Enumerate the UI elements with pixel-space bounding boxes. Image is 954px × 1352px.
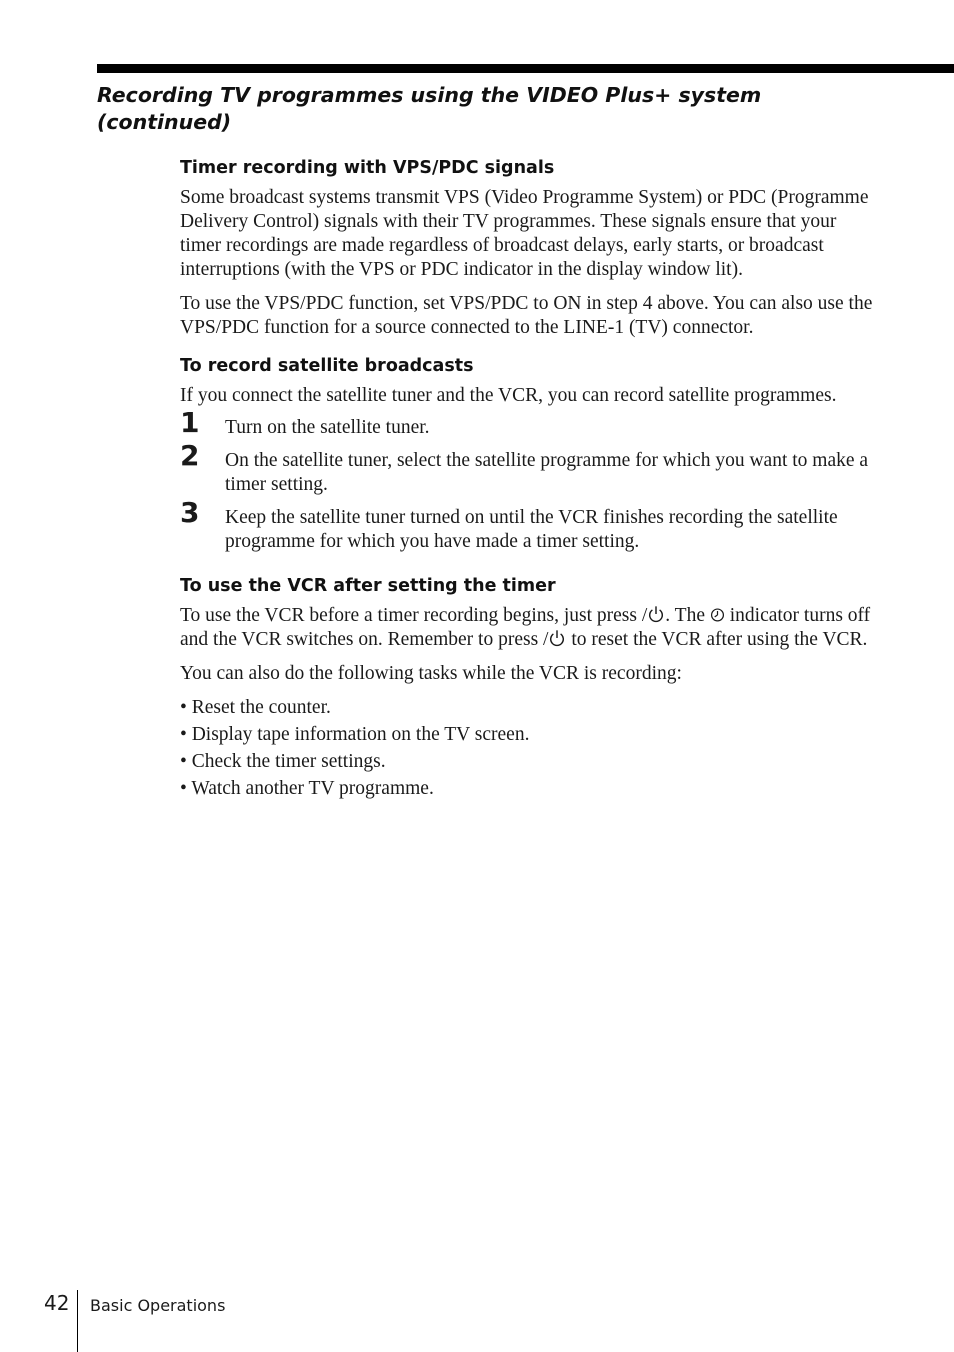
step-item — [180, 406, 880, 440]
vps-paragraph-2: To use the VPS/PDC function, set VPS/PDC to ON in step 4 above. You can also use the VPS/PDC function for a source connected to the LINE-1 (TV) connector. — [180, 293, 873, 338]
step-text: Turn on the satellite tuner. — [225, 417, 430, 438]
vcr-p1-text-c: indicator turns off and the VCR switches on. Remember to press — [180, 605, 871, 650]
list-item: • Watch another TV programme. — [180, 778, 434, 799]
vcr-p1-text-a: To use the VCR before a timer recording begins, just press — [180, 605, 642, 626]
step-number: 2 — [180, 439, 200, 472]
list-item: • Reset the counter. — [180, 697, 331, 718]
vcr-paragraph-1 — [180, 604, 880, 652]
page-number: 42 — [44, 1291, 70, 1315]
vcr-p1-text-b: . The — [665, 605, 710, 626]
step-item — [180, 439, 880, 497]
vcr-p1-slash-2: / — [543, 629, 549, 650]
step-text: On the satellite tuner, select the satellite programme for which you want to make a timer setting. — [225, 450, 869, 495]
section-satellite-title: To record satellite broadcasts — [180, 356, 474, 376]
vps-paragraph-1: Some broadcast systems transmit VPS (Video Programme System) or PDC (Programme Delivery Control) signals with their TV programmes. These signals ensure that your timer recordings are made regardless of broadcast delays, early starts, or broadcast interruptions (with the VPS or PDC indicator in the display window lit). — [180, 187, 869, 280]
page-heading — [97, 82, 917, 136]
vcr-task-list — [180, 696, 880, 801]
section-vps-pdc — [180, 156, 880, 340]
satellite-intro: If you connect the satellite tuner and the VCR, you can record satellite programmes. — [180, 385, 837, 406]
step-number: 3 — [180, 496, 200, 529]
step-text: Keep the satellite tuner turned on until the VCR finishes recording the satellite programme for which you have made a timer setting. — [225, 507, 838, 552]
power-icon — [647, 605, 665, 623]
step-item — [180, 496, 880, 554]
power-icon — [548, 629, 566, 647]
section-vcr-title: To use the VCR after setting the timer — [180, 576, 556, 596]
section-satellite — [180, 354, 880, 554]
list-item: • Display tape information on the TV screen. — [180, 724, 530, 745]
list-item: • Check the timer settings. — [180, 751, 386, 772]
heading-line-1: Recording TV programmes using the VIDEO Plus+ system — [97, 83, 762, 107]
heading-line-2: (continued) — [97, 110, 232, 134]
vcr-p1-text-d: to reset the VCR after using the VCR. — [566, 629, 868, 650]
satellite-steps — [180, 406, 880, 554]
footer-section-label: Basic Operations — [90, 1296, 226, 1315]
footer-divider — [77, 1290, 78, 1352]
section-vcr-after-timer — [180, 574, 880, 801]
top-rule — [97, 64, 954, 73]
vcr-paragraph-2: You can also do the following tasks while the VCR is recording: — [180, 663, 682, 684]
timer-icon — [710, 607, 725, 622]
vcr-p1-slash-1: / — [641, 605, 648, 626]
section-vps-title: Timer recording with VPS/PDC signals — [180, 158, 555, 178]
step-number: 1 — [180, 406, 200, 439]
main-content — [180, 156, 880, 804]
